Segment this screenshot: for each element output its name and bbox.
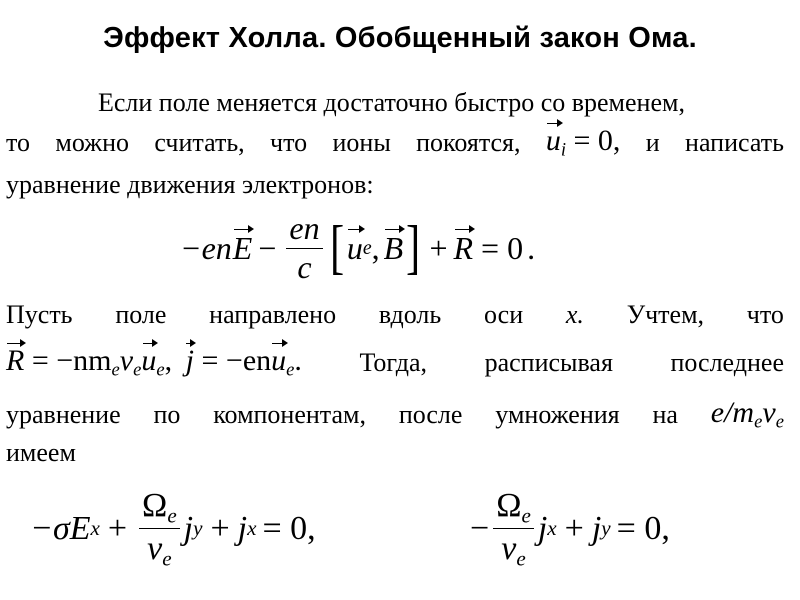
word: вдоль: [378, 300, 442, 329]
vector-u-i: u: [545, 124, 561, 157]
paragraph1-line3: уравнение движения электронов:: [6, 170, 374, 199]
word: Пусть: [6, 300, 73, 329]
word: направлено: [209, 300, 337, 329]
word: что: [270, 128, 308, 157]
ion-velocity-condition: $u_i = 0$,: [545, 124, 621, 161]
page-title: Эффект Холла. Обобщенный закон Ома.: [103, 22, 697, 54]
word: Тогда,: [359, 347, 428, 377]
multiplier-e-over-m-nu: $e/m_e\nu_e$: [710, 396, 784, 433]
word: на: [652, 399, 678, 429]
word: то: [6, 128, 31, 157]
word: что: [746, 300, 784, 329]
word: можно: [55, 128, 130, 157]
word: компонентам,: [213, 399, 366, 429]
paragraph2-line2: [6, 344, 784, 382]
bracket-right: ]: [406, 213, 421, 281]
vector-j: j: [185, 344, 194, 377]
word: поле: [115, 300, 167, 329]
word: покоятся,: [416, 128, 521, 157]
paragraph2-line4: имеем: [6, 438, 76, 467]
equation-component-b: − $\frac{\Omega_e}{\nu_e}$ j x + j y = 0,: [470, 487, 670, 571]
word: после: [398, 399, 463, 429]
eq-dot: .: [527, 229, 536, 266]
word: и: [645, 128, 660, 157]
bracket-left: [: [329, 213, 344, 281]
word: умножения: [495, 399, 620, 429]
eq-term: −en: [180, 229, 232, 266]
word: расписывая: [484, 347, 613, 377]
vector-B: B: [383, 229, 404, 266]
fraction-en-over-c: $\frac{en}{c}$: [286, 212, 322, 284]
word: оси: [484, 300, 524, 329]
fraction-omega-over-nu: $\frac{\Omega_e}{\nu_e}$: [493, 488, 534, 570]
eq-rhs: = 0: [481, 229, 524, 266]
paragraph1-line1: Если поле меняется достаточно быстро со временем,: [98, 88, 685, 117]
word: Учтем,: [626, 300, 705, 329]
vector-u-e: u: [141, 344, 157, 377]
vector-R: R: [453, 229, 474, 266]
word: ионы: [332, 128, 391, 157]
word: последнее: [670, 347, 784, 377]
paragraph2-line3: [6, 396, 784, 434]
vector-u-e: u: [346, 229, 363, 266]
equation-motion: −en E − $\frac{en}{c}$ [ u e , B ] + R = 0 .: [180, 210, 536, 285]
R-definition: $R = -nm_e\nu_eu_e$, j = −enu$_e$.: [6, 344, 302, 381]
paragraph1-line2: [6, 124, 784, 162]
eq-op: −: [258, 229, 277, 266]
word: по: [153, 399, 181, 429]
word: уравнение: [6, 399, 121, 429]
vector-u-e: u: [271, 344, 287, 377]
word: x.: [565, 300, 584, 329]
vector-E: E: [232, 229, 253, 266]
eq-op: +: [429, 229, 448, 266]
word: считать,: [154, 128, 245, 157]
fraction-omega-over-nu: $\frac{\Omega_e}{\nu_e}$: [139, 488, 180, 570]
vector-R: R: [6, 344, 25, 377]
word: написать: [685, 128, 784, 157]
paragraph2-line1: [6, 300, 784, 330]
equation-component-a: −σE x + $\frac{\Omega_e}{\nu_e}$ j y + j x = 0,: [30, 487, 316, 571]
